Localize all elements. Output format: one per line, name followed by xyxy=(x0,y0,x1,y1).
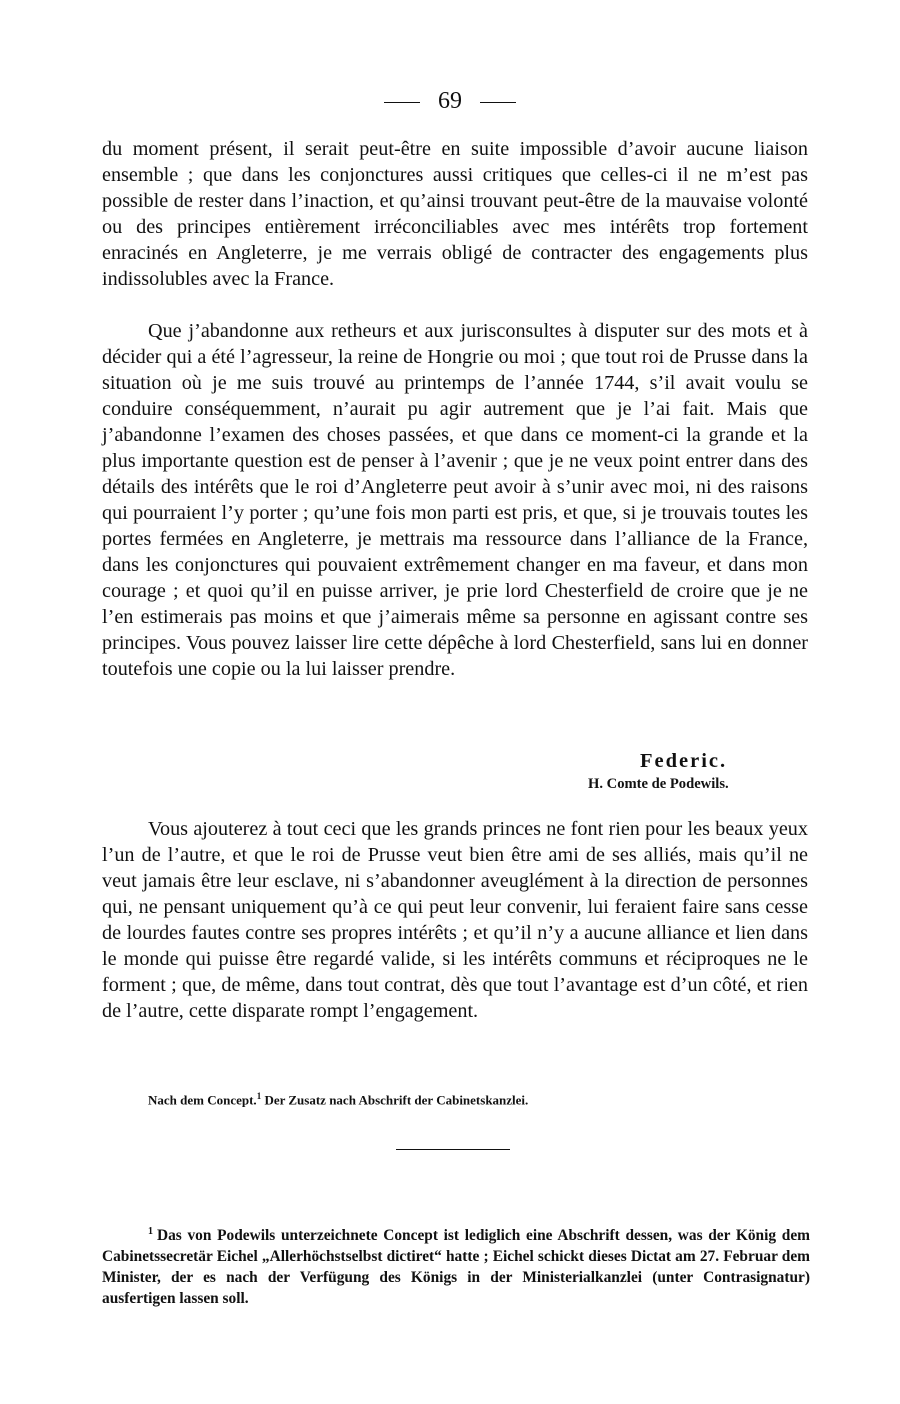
footnote-text: Das von Podewils unterzeichnete Concept ist lediglich eine Abschrift dessen, was der König dem Cabinetssecretär Eichel „Allerhöchstselbst dictiret“ hatte ; Eichel schickt dieses Dictat am 27. Februar dem Minister, der es nach der Verfügung des Königs in der Ministerialkanzlei (unter Contrasignatur) ausfertigen lassen soll. xyxy=(102,1227,810,1308)
header-dash-left xyxy=(384,102,420,103)
source-note xyxy=(148,1087,528,1109)
signature-countersign: H. Comte de Podewils. xyxy=(588,776,729,792)
source-note-addendum: Der Zusatz nach Abschrift der Cabinetskanzlei. xyxy=(264,1092,529,1108)
paragraph-continuation: du moment présent, il serait peut-être en suite impossible d’avoir aucune liaison ensemble ; que dans les conjonctures aussi critiques que celles-ci il ne m’est pas possible de rester dans l’inaction, et qu’ainsi trouvant peut-être de la mauvaise volonté ou des principes entièrement irréconciliables avec mes intérêts trop fortement enracinés en Angleterre, je me verrais obligé de contracter des engagements plus indissolubles avec la France. xyxy=(102,138,808,290)
footnote-reference: 1 xyxy=(256,1091,262,1101)
source-note-concept: Nach dem Concept. xyxy=(148,1092,257,1108)
page-number: 69 xyxy=(438,88,462,114)
header-dash-right xyxy=(480,102,516,103)
paragraph-addendum: Vous ajouterez à tout ceci que les grands princes ne font rien pour les beaux yeux l’un de l’autre, et que le roi de Prusse veut bien être ami de ses alliés, mais qu’il ne veut jamais être leur esclave, ni s’abandonner aveuglément à la direction de personnes qui, ne pensant uniquement qu’à ce qui peut leur convenir, lui feraient faire sans cesse de lourdes fautes contre ses propres intérêts ; et qu’il n’y a aucune alliance et lien dans le monde qui puisse être regardé valide, si les intérêts communs et réciproques ne le forment ; que, de même, dans tout contrat, dès que tout l’avantage est d’un côté, et rien de l’autre, cette disparate rompt l’engagement. xyxy=(102,818,808,1022)
footnote-marker: 1 xyxy=(148,1226,153,1237)
signature-name: Federic. xyxy=(640,750,728,772)
footnote-separator xyxy=(396,1149,510,1150)
paragraph-main: Que j’abandonne aux retheurs et aux jurisconsultes à disputer sur des mots et à décider qui a été l’agresseur, la reine de Hongrie ou moi ; que tout roi de Prusse dans la situation où je me suis trouvé au printemps de l’année 1744, s’il avait voulu se conduire conséquemment, n’aurait pu agir autrement que je l’ai fait. Mais que j’abandonne l’examen des choses passées, et que dans ce moment-ci la grande et la plus importante question est de penser à l’avenir ; que je ne veux point entrer dans des détails des intérêts que le roi d’Angleterre peut avoir à s’unir avec moi, ni des raisons qui pourraient l’y porter ; qu’une fois mon parti est pris, et que, si je trouvais toutes les portes fermées en Angleterre, je mettrais ma ressource dans l’alliance de la France, dans les conjonctures qui pouvaient extrêmement changer en ma faveur, et dans mon courage ; et quoi qu’il en puisse arriver, je prie lord Chesterfield de croire que je ne l’en estimerais pas moins et que j’aimerais même sa personne en agissant contre ses principes. Vous pouvez laisser lire cette dépêche à lord Chesterfield, sans lui en donner toutefois une copie ou la lui laisser prendre. xyxy=(102,320,808,680)
page-header xyxy=(0,86,900,116)
footnote xyxy=(102,1221,810,1309)
